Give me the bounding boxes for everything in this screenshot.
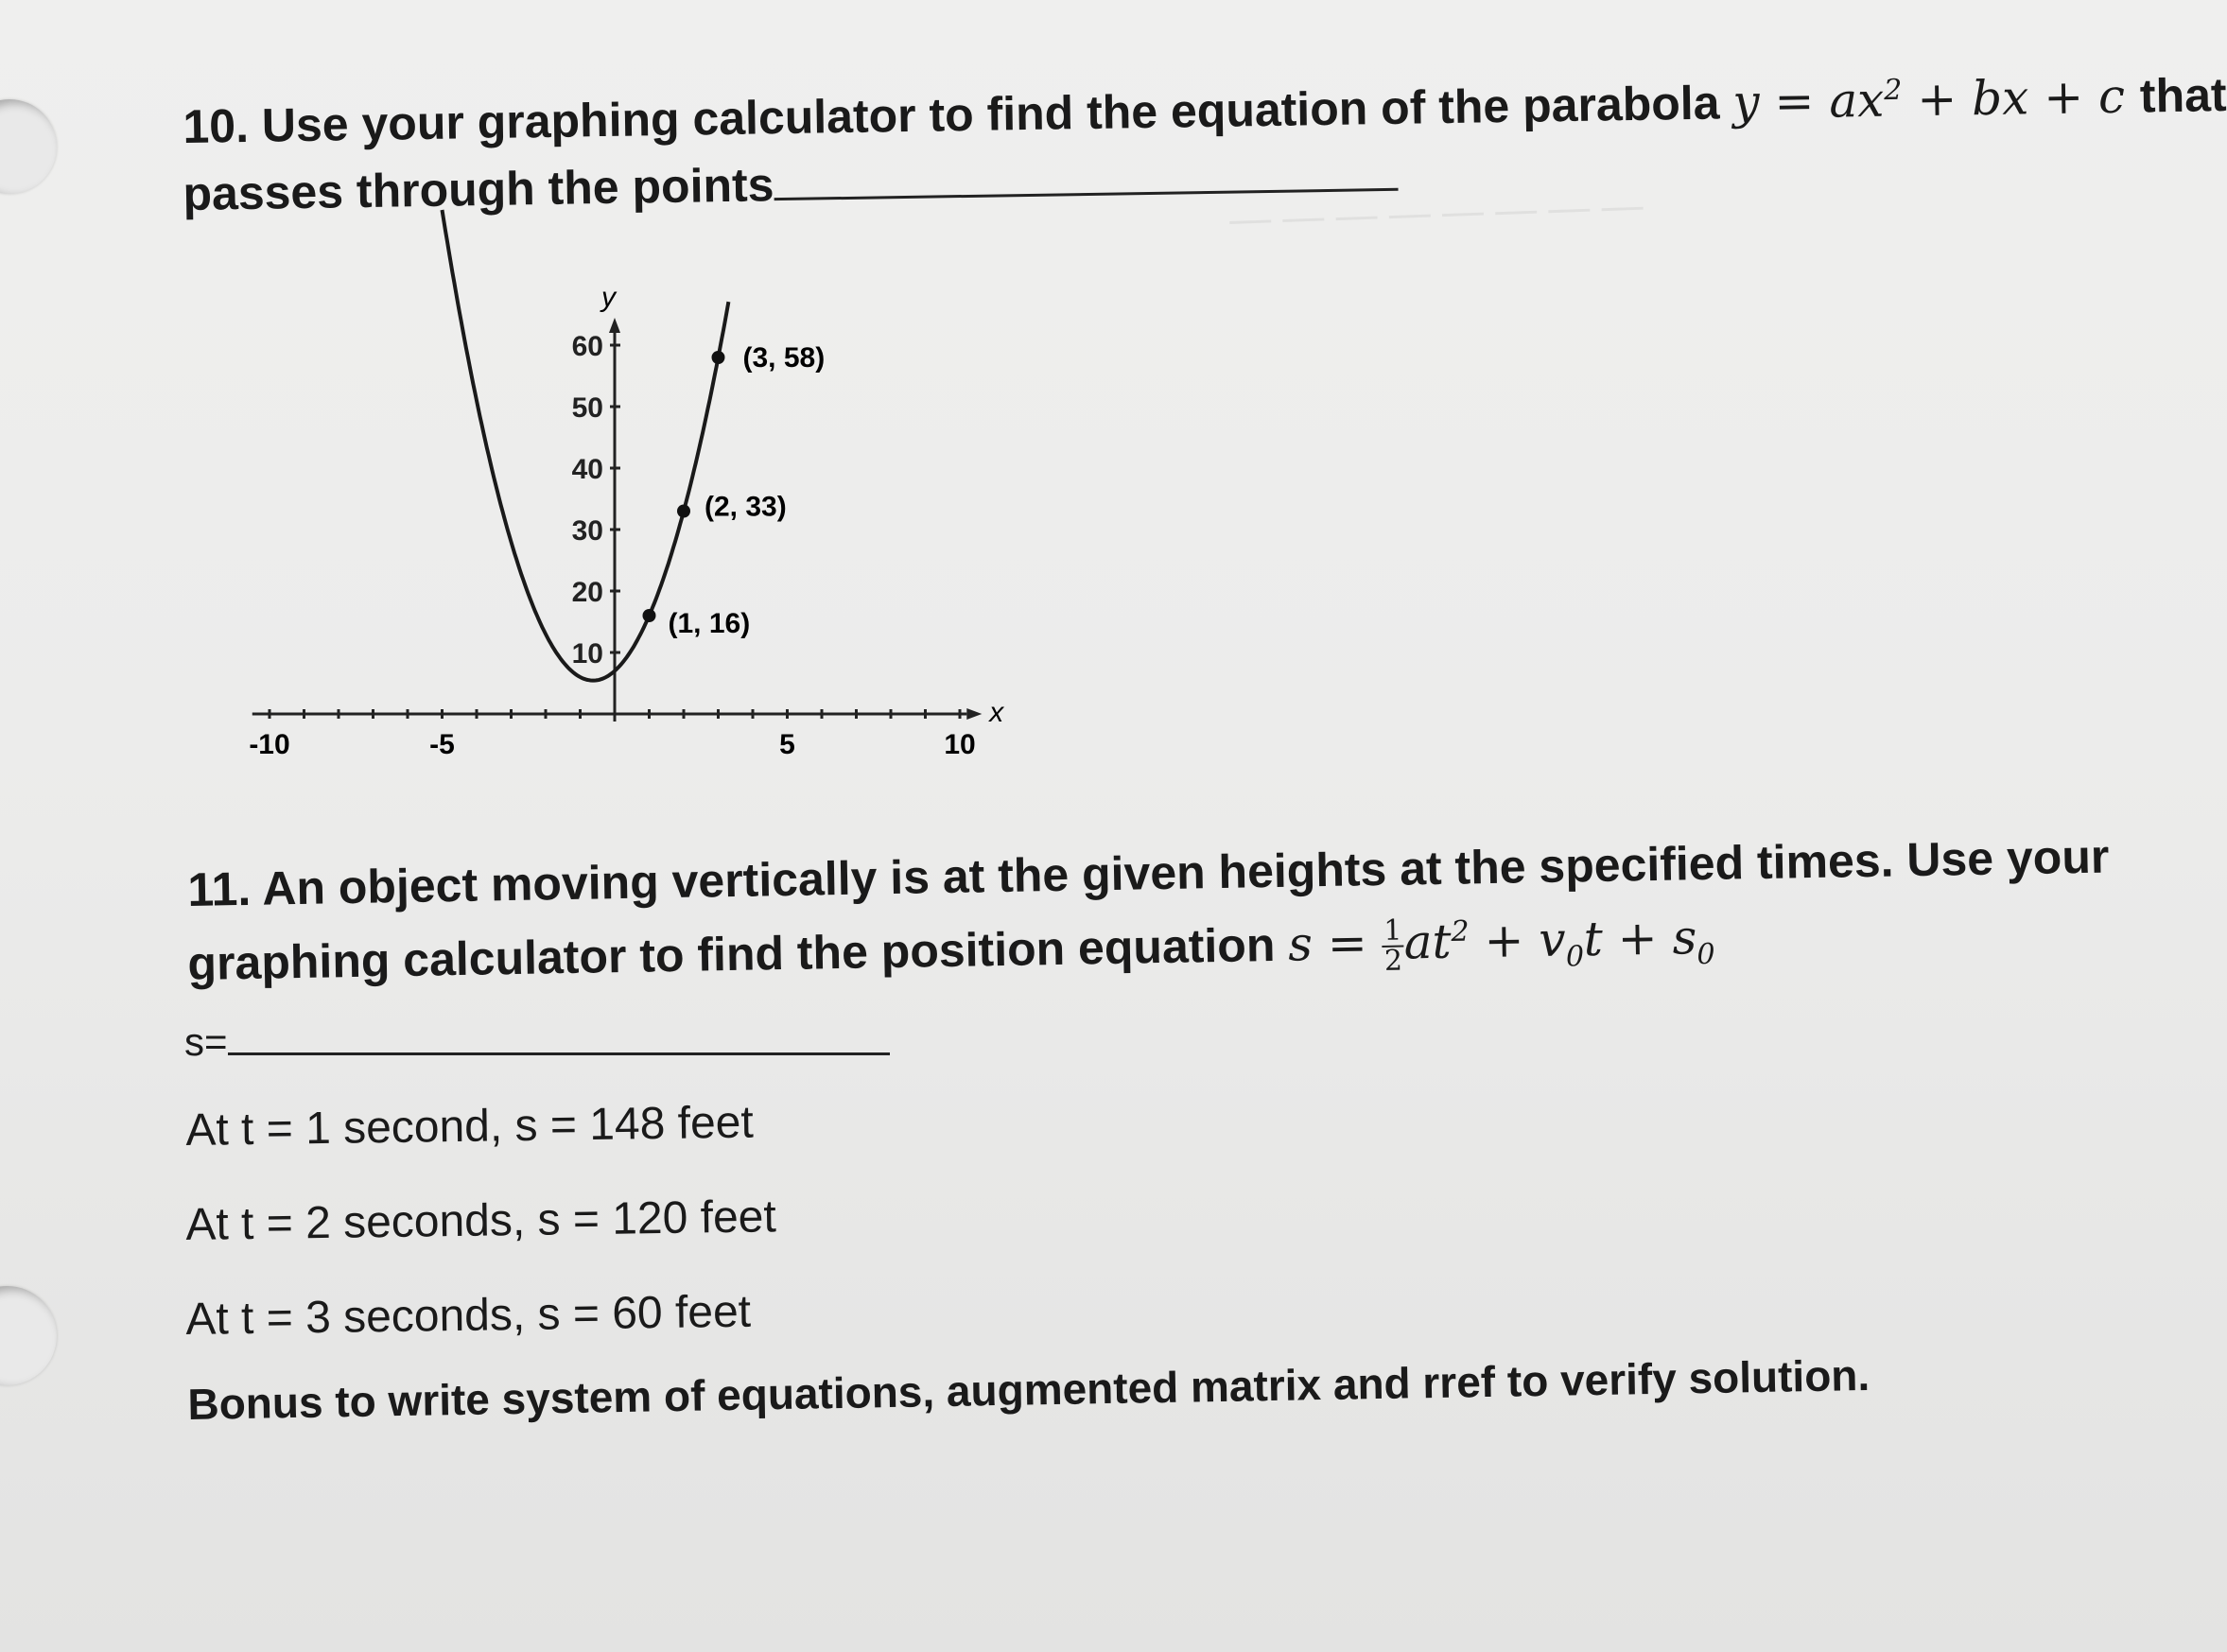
problem-10-line-2 (183, 148, 1399, 221)
problem-10-line-1 (183, 67, 2227, 154)
parabola-equation: $y = ax^2$ + bx + c (1731, 68, 2126, 130)
y-axis-arrow (609, 318, 620, 333)
data-point (643, 609, 656, 622)
answer-blank-10[interactable] (774, 179, 1399, 200)
data-point (712, 351, 725, 364)
problem-11-text-1: An object moving vertically is at the given heights at the specified times. Use your (261, 829, 2110, 915)
problem-10-text: Use your graphing calculator to find the equation of the parabola (261, 76, 1720, 152)
binder-hole-bottom (0, 1286, 57, 1385)
answer-line-11 (184, 1019, 890, 1065)
problem-10-text-2: passes through the points (183, 158, 774, 220)
x-tick-label: 10 (944, 729, 976, 760)
graph-ticks (249, 331, 975, 760)
data-point-label: (1, 16) (668, 608, 751, 639)
data-point (677, 505, 690, 518)
y-tick-label: 20 (571, 577, 603, 608)
graph-axes (252, 282, 1005, 728)
y-tick-label: 60 (571, 331, 603, 362)
x-tick-label: 5 (779, 729, 795, 760)
answer-blank-11[interactable] (228, 1024, 890, 1055)
binder-hole-top (0, 99, 57, 194)
graph-points (643, 342, 826, 639)
position-equation: s = $\frac{1}{2}$ $at^2 + v_0t + s_0$ (1287, 910, 1715, 978)
parabola-graph (217, 246, 1069, 813)
y-axis-label: y (601, 282, 616, 313)
problem-10-number: 10. (183, 98, 250, 153)
y-tick-label: 30 (571, 515, 603, 547)
data-line-3: At t = 3 seconds, s = 60 feet (185, 1286, 752, 1345)
y-tick-label: 10 (571, 638, 603, 669)
x-axis-arrow (966, 708, 982, 720)
data-line-2: At t = 2 seconds, s = 120 feet (185, 1191, 777, 1250)
x-tick-label: -5 (429, 729, 455, 760)
y-tick-label: 40 (571, 454, 603, 485)
x-axis-label: x (989, 697, 1004, 728)
problem-11-number: 11. (187, 861, 252, 916)
bleed-through-text: — — — — — — — — (1228, 182, 1644, 243)
y-tick-label: 50 (571, 392, 603, 424)
data-point-label: (3, 58) (742, 342, 826, 374)
bonus-instruction: Bonus to write system of equations, augmented matrix and rref to verify solution. (187, 1349, 1870, 1429)
x-tick-label: -10 (249, 729, 290, 760)
data-line-1: At t = 1 second, s = 148 feet (185, 1097, 755, 1156)
data-point-label: (2, 33) (705, 491, 787, 523)
answer-label-s: s= (184, 1019, 228, 1064)
problem-11-line-1 (187, 829, 2110, 917)
problem-10-text-end: that (2139, 68, 2227, 123)
one-half-fraction: $\frac{1}{2}$ (1383, 913, 1403, 978)
problem-11-line-2 (187, 910, 1715, 998)
problem-11-text-2: graphing calculator to find the position equation (187, 917, 1276, 990)
